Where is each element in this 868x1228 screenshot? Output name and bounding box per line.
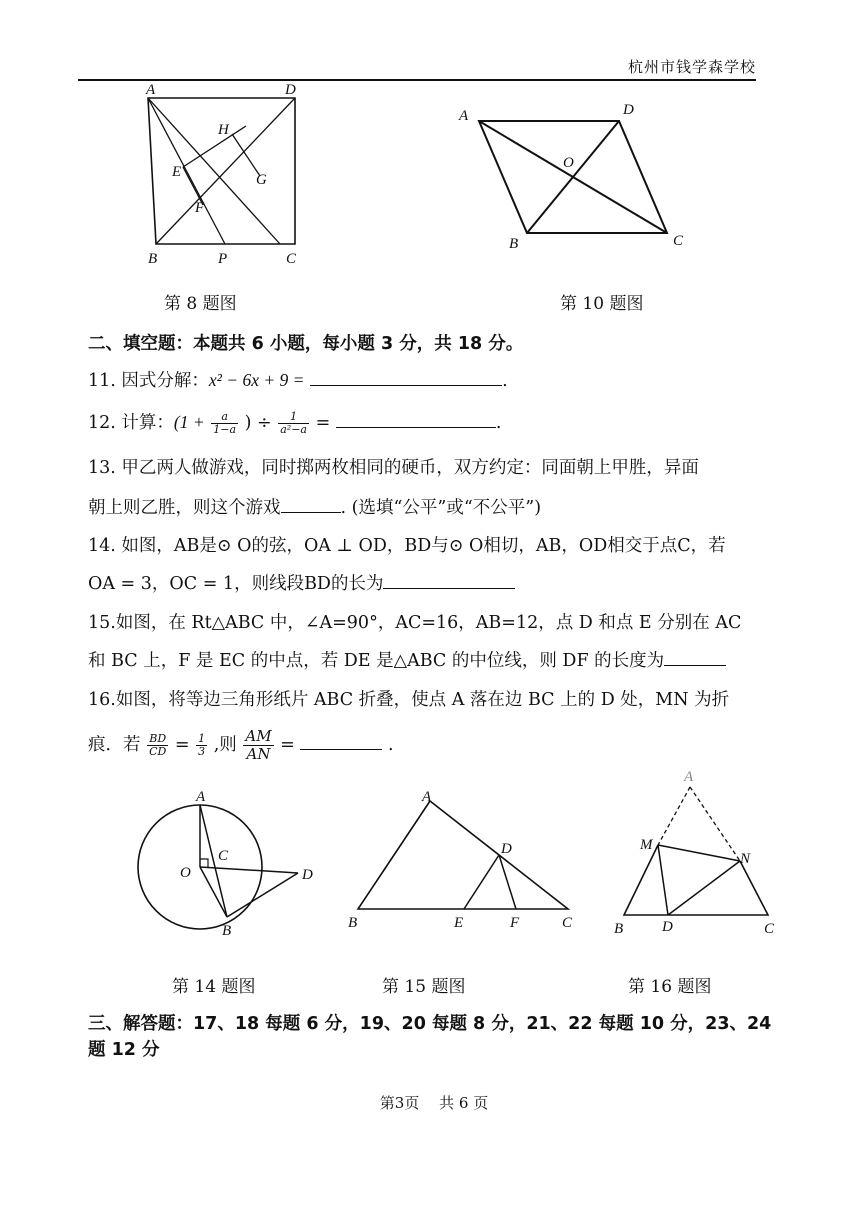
figure-8-caption: 第 8 题图 — [164, 294, 237, 314]
q12-suffix: . — [495, 413, 502, 433]
q16-mid: ,则 — [213, 735, 237, 755]
figure-15 — [340, 785, 580, 935]
figure-10-diagram — [455, 98, 695, 258]
question-13-line-2 — [88, 496, 541, 520]
fig8-label-h: H — [218, 122, 229, 138]
q12-prefix: 12. 计算： — [88, 413, 174, 433]
q16-fraction-one-third — [196, 733, 207, 758]
q15-answer-blank[interactable] — [664, 651, 726, 666]
fig8-label-c: C — [286, 251, 297, 267]
fig14-label-o: O — [180, 865, 191, 881]
q14-answer-blank[interactable] — [383, 574, 515, 589]
figure-8 — [140, 78, 310, 268]
q12-frac2-num: 1 — [278, 411, 309, 424]
q11-math: x² − 6x + 9 = — [208, 370, 305, 390]
question-16-line-2 — [88, 728, 394, 763]
fig8-label-b: B — [148, 251, 158, 267]
q16-frac2-den: 3 — [198, 745, 206, 758]
q12-mid: ) ÷ — [244, 413, 272, 433]
fig16-label-n: N — [740, 851, 751, 867]
q16-eq2: = — [280, 735, 295, 755]
fig10-label-b: B — [509, 236, 519, 252]
q11-suffix: . — [502, 371, 508, 391]
fig14-label-a: A — [196, 789, 206, 805]
q16-frac1-num: BD — [147, 733, 168, 746]
fig8-label-p: P — [218, 251, 228, 267]
q11-answer-blank[interactable] — [310, 371, 502, 386]
q16-eq: = — [174, 735, 190, 755]
fig15-label-a: A — [422, 789, 432, 805]
question-13-line-1: 13. 甲乙两人做游戏，同时掷两枚相同的硬币，双方约定：同面朝上甲胜，异面 — [88, 458, 699, 478]
fig15-label-f: F — [510, 915, 520, 931]
fig8-label-a: A — [146, 82, 156, 98]
q16-line2a: 痕．若 — [88, 735, 141, 755]
figure-8-diagram — [140, 78, 310, 268]
figure-10 — [455, 98, 695, 258]
fig10-label-o: O — [563, 155, 574, 171]
fig16-label-c: C — [764, 921, 775, 937]
q12-open: (1 + — [173, 412, 205, 432]
figure-16-caption: 第 16 题图 — [628, 977, 712, 997]
question-15-line-2 — [88, 649, 726, 673]
figure-14 — [130, 785, 330, 945]
q16-frac3-num: AM — [245, 727, 272, 745]
question-16-line-1: 16.如图，将等边三角形纸片 ABC 折叠，使点 A 落在边 BC 上的 D 处，MN 为折 — [88, 690, 730, 710]
fig8-label-e: E — [172, 164, 182, 180]
q12-frac1-den: 1−a — [213, 423, 237, 436]
section-3-title-line-1: 三、解答题：17、18 每题 6 分，19、20 每题 8 分，21、22 每题 10 分，23、24 — [88, 1014, 772, 1034]
fig14-label-d: D — [302, 867, 313, 883]
question-12 — [88, 410, 501, 436]
q12-eq: = — [315, 413, 331, 433]
figure-16 — [610, 765, 785, 945]
fig16-label-b: B — [614, 921, 624, 937]
q11-prefix: 11. 因式分解： — [88, 371, 209, 391]
fig8-label-d: D — [285, 82, 296, 98]
fig16-label-d: D — [662, 919, 673, 935]
school-name: 杭州市钱学森学校 — [627, 58, 756, 76]
fig10-label-c: C — [673, 233, 684, 249]
question-14-line-2 — [88, 572, 515, 596]
q14-line2: OA = 3，OC = 1，则线段BD的长为 — [88, 574, 384, 594]
q12-fraction-2 — [278, 411, 309, 436]
section-2-title: 二、填空题：本题共 6 小题，每小题 3 分，共 18 分。 — [88, 334, 524, 354]
figure-14-diagram — [130, 785, 330, 945]
fig14-label-b: B — [222, 923, 232, 939]
fig10-label-a: A — [459, 108, 469, 124]
fig8-label-f: F — [195, 200, 205, 216]
question-15-line-1: 15.如图，在 Rt△ABC 中，∠A=90°，AC=16，AB=12，点 D 和点 E 分别在 AC — [88, 613, 742, 633]
page-header — [0, 0, 868, 90]
q13-answer-blank[interactable] — [281, 498, 341, 513]
fig15-label-d: D — [501, 841, 512, 857]
q13-line2b: . (选填“公平”或“不公平”) — [340, 498, 542, 518]
figure-15-diagram — [340, 785, 580, 935]
fig15-label-e: E — [454, 915, 464, 931]
section-3-title-line-2: 题 12 分 — [88, 1040, 160, 1060]
q15-line2: 和 BC 上，F 是 EC 的中点，若 DE 是△ABC 的中位线，则 DF 的长度为 — [88, 651, 665, 671]
q12-frac1-num: a — [211, 411, 238, 424]
figure-16-diagram — [610, 765, 785, 945]
page-footer: 第3页 共 6 页 — [379, 1094, 489, 1112]
q16-fraction-am-an — [243, 728, 273, 763]
q16-frac3-den: AN — [246, 745, 271, 763]
fig15-label-c: C — [562, 915, 573, 931]
q12-frac2-den: a²−a — [280, 423, 307, 436]
figure-14-caption: 第 14 题图 — [172, 977, 256, 997]
figure-15-caption: 第 15 题图 — [382, 977, 466, 997]
q12-fraction-1 — [211, 411, 238, 436]
q16-frac1-den: CD — [149, 745, 167, 758]
question-11 — [88, 368, 508, 393]
fig15-label-b: B — [348, 915, 358, 931]
q16-answer-blank[interactable] — [300, 735, 382, 750]
fig16-label-m: M — [640, 837, 653, 853]
fig16-label-a: A — [684, 769, 694, 785]
q13-line2a: 朝上则乙胜，则这个游戏 — [88, 498, 281, 518]
fig8-label-g: G — [256, 172, 267, 188]
q16-fraction-bd-cd — [147, 733, 168, 758]
figure-10-caption: 第 10 题图 — [560, 294, 644, 314]
fig14-label-c: C — [218, 848, 229, 864]
q16-frac2-num: 1 — [198, 732, 206, 745]
q12-answer-blank[interactable] — [336, 413, 496, 428]
question-14-line-1: 14. 如图，AB是⊙ O的弦，OA ⊥ OD，BD与⊙ O相切，AB，OD相交于点C，若 — [88, 536, 726, 556]
q16-suffix: . — [388, 735, 394, 755]
fig10-label-d: D — [623, 102, 634, 118]
